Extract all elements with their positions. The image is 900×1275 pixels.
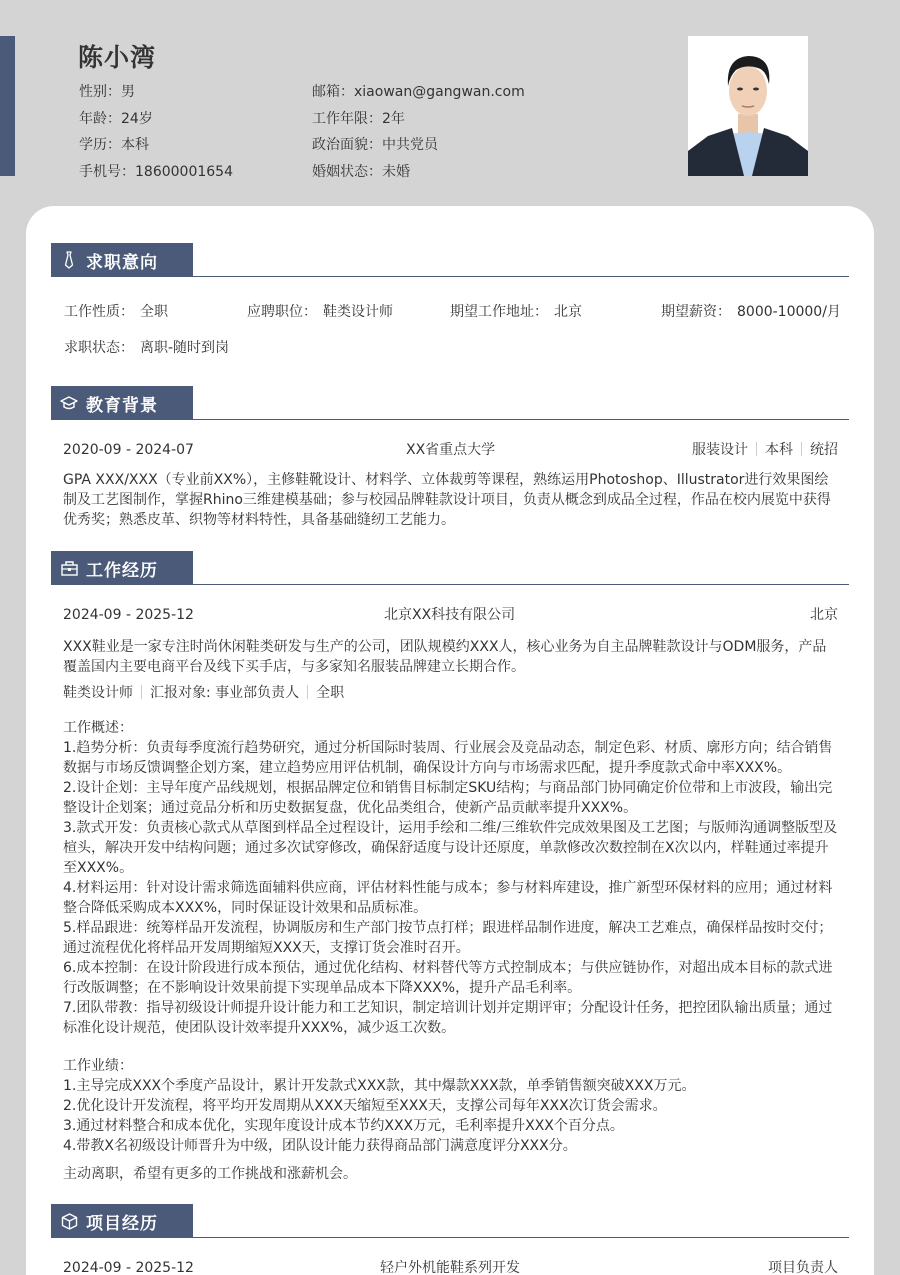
education-description: GPA XXX/XXX（专业前XX%），主修鞋靴设计、材料学、立体裁剪等课程，熟练运用Photoshop、Illustrator进行效果图绘制及工艺图制作，掌握Rhino三维建模基础；参与校园品牌鞋款设计项目，负责从概念到成品全过程，作品在校内展览中获得优秀奖；熟悉皮革、织物等材料特性，具备基础缝纫工艺能力。 <box>63 472 831 528</box>
graduation-cap-icon <box>60 394 78 412</box>
section-project-header <box>51 1204 849 1238</box>
leave-reason: 主动离职，希望有更多的工作挑战和涨薪机会。 <box>63 1166 357 1182</box>
education-degree: 本科 <box>765 442 793 458</box>
overview-item: 7.团队带教：指导初级设计师提升设计能力和工艺知识，制定培训计划并定期评审；分配设计任务，把控团队输出质量；通过标准化设计规范，使团队设计效率提升XXX%，减少返工次数。 <box>63 1000 833 1036</box>
info-work-years: 工作年限：2年 <box>312 110 405 127</box>
overview-item: 1.趋势分析：负责每季度流行趋势研究，通过分析国际时装周、行业展会及竞品动态，制定色彩、材质、廓形方向；结合销售数据与市场反馈调整企划方案，建立趋势应用评估机制，确保设计方向与市场需求匹配，提升季度款式命中率XXX%。 <box>63 740 833 776</box>
candidate-name: 陈小湾 <box>78 43 157 72</box>
work-role: 鞋类设计师 <box>63 685 133 701</box>
overview-item: 2.设计企划：主导年度产品线规划，根据品牌定位和销售目标制定SKU结构；与商品部门协同确定价位带和上市波段，输出完整设计企划案；通过竞品分析和历史数据复盘，优化品类组合，使新产品贡献率提升XXX%。 <box>63 780 833 816</box>
intent-position: 应聘职位： 鞋类设计师 <box>247 304 393 320</box>
info-phone: 手机号：18600001654 <box>79 163 233 180</box>
info-marital-status: 婚姻状态：未婚 <box>312 163 410 180</box>
project-period: 2024-09 - 2025-12 <box>63 1260 194 1275</box>
work-overview <box>63 718 838 1038</box>
achievements-title: 工作业绩： <box>63 1058 133 1074</box>
section-tab: 求职意向 <box>51 243 193 277</box>
achievement-item: 3.通过材料整合和成本优化，实现年度设计成本节约XXX万元，毛利率提升XXX个百分点。 <box>63 1118 624 1134</box>
tie-icon <box>60 251 78 269</box>
divider <box>756 442 757 456</box>
section-education-header <box>51 386 849 420</box>
company-description: XXX鞋业是一家专注时尚休闲鞋类研发与生产的公司，团队规模约XXX人，核心业务为自主品牌鞋款设计与ODM服务，产品覆盖国内主要电商平台及线下买手店，与多家知名服装品牌建立长期合作。 <box>63 639 827 675</box>
divider <box>307 685 308 699</box>
intent-salary: 期望薪资： 8000-10000/月 <box>661 304 841 320</box>
cube-icon <box>60 1212 78 1230</box>
work-company: 北京XX科技有限公司 <box>384 607 516 623</box>
divider <box>801 442 802 456</box>
achievement-item: 4.带教X名初级设计师晋升为中级，团队设计能力获得商品部门满意度评分XXX分。 <box>63 1138 577 1154</box>
overview-item: 5.样品跟进：统筹样品开发流程，协调版房和生产部门按节点打样；跟进样品制作进度，解决工艺难点，确保样品按时交付；通过流程优化将样品开发周期缩短XXX天，支撑订货会准时召开。 <box>63 920 833 956</box>
project-name: 轻户外机能鞋系列开发 <box>380 1260 520 1275</box>
overview-item: 6.成本控制：在设计阶段进行成本预估，通过优化结构、材料替代等方式控制成本；与供应链协作，对超出成本目标的款式进行改版调整；在不影响设计效果前提下实现单品成本下降XXX%，提升产品毛利率。 <box>63 960 833 996</box>
work-job-type: 全职 <box>316 685 345 701</box>
education-period: 2020-09 - 2024-07 <box>63 442 194 458</box>
education-major: 服装设计 <box>692 442 748 458</box>
work-achievements <box>63 1056 838 1156</box>
accent-bar <box>0 36 15 176</box>
section-tab: 工作经历 <box>51 551 193 585</box>
info-age: 年龄：24岁 <box>79 110 153 127</box>
overview-item: 3.款式开发：负责核心款式从草图到样品全过程设计，运用手绘和二维/三维软件完成效果图及工艺图；与版师沟通调整版型及楦头，解决开发中结构问题；通过多次试穿修改，确保舒适度与设计还原度，单款修改次数控制在X次以内，样鞋通过率提升至XXX%。 <box>63 820 838 876</box>
intent-status: 求职状态： 离职-随时到岗 <box>64 340 230 356</box>
work-period: 2024-09 - 2025-12 <box>63 607 194 623</box>
basic-info-right <box>312 80 525 186</box>
intent-location: 期望工作地址： 北京 <box>450 304 582 320</box>
info-gender: 性别：男 <box>79 84 135 100</box>
briefcase-icon <box>60 559 78 577</box>
overview-title: 工作概述： <box>63 720 133 736</box>
overview-item: 4.材料运用：针对设计需求筛选面辅料供应商，评估材料性能与成本；参与材料库建设，推广新型环保材料的应用；通过材料整合降低采购成本XXX%，同时保证设计效果和品质标准。 <box>63 880 833 916</box>
education-school: XX省重点大学 <box>406 442 496 458</box>
education-type: 统招 <box>810 442 838 458</box>
education-meta <box>692 440 838 460</box>
section-work-header <box>51 551 849 585</box>
achievement-item: 2.优化设计开发流程，将平均开发周期从XXX天缩短至XXX天，支撑公司每年XXX次订货会需求。 <box>63 1098 667 1114</box>
info-political-status: 政治面貌：中共党员 <box>312 137 438 153</box>
section-job-intent-header <box>51 243 849 277</box>
achievement-item: 1.主导完成XXX个季度产品设计，累计开发款式XXX款，其中爆款XXX款，单季销售额突破XXX万元。 <box>63 1078 696 1094</box>
info-education: 学历：本科 <box>79 137 149 153</box>
section-tab: 项目经历 <box>51 1204 193 1238</box>
work-role-meta <box>63 683 344 703</box>
person-portrait-icon <box>688 36 808 176</box>
profile-photo <box>688 36 808 176</box>
work-report-to: 汇报对象: 事业部负责人 <box>150 685 300 701</box>
intent-job-type: 工作性质： 全职 <box>64 304 168 320</box>
work-location: 北京 <box>810 607 838 623</box>
basic-info-left <box>79 80 233 186</box>
project-role: 项目负责人 <box>768 1260 838 1275</box>
section-tab: 教育背景 <box>51 386 193 420</box>
info-email: 邮箱：xiaowan@gangwan.com <box>312 84 525 100</box>
divider <box>141 685 142 699</box>
